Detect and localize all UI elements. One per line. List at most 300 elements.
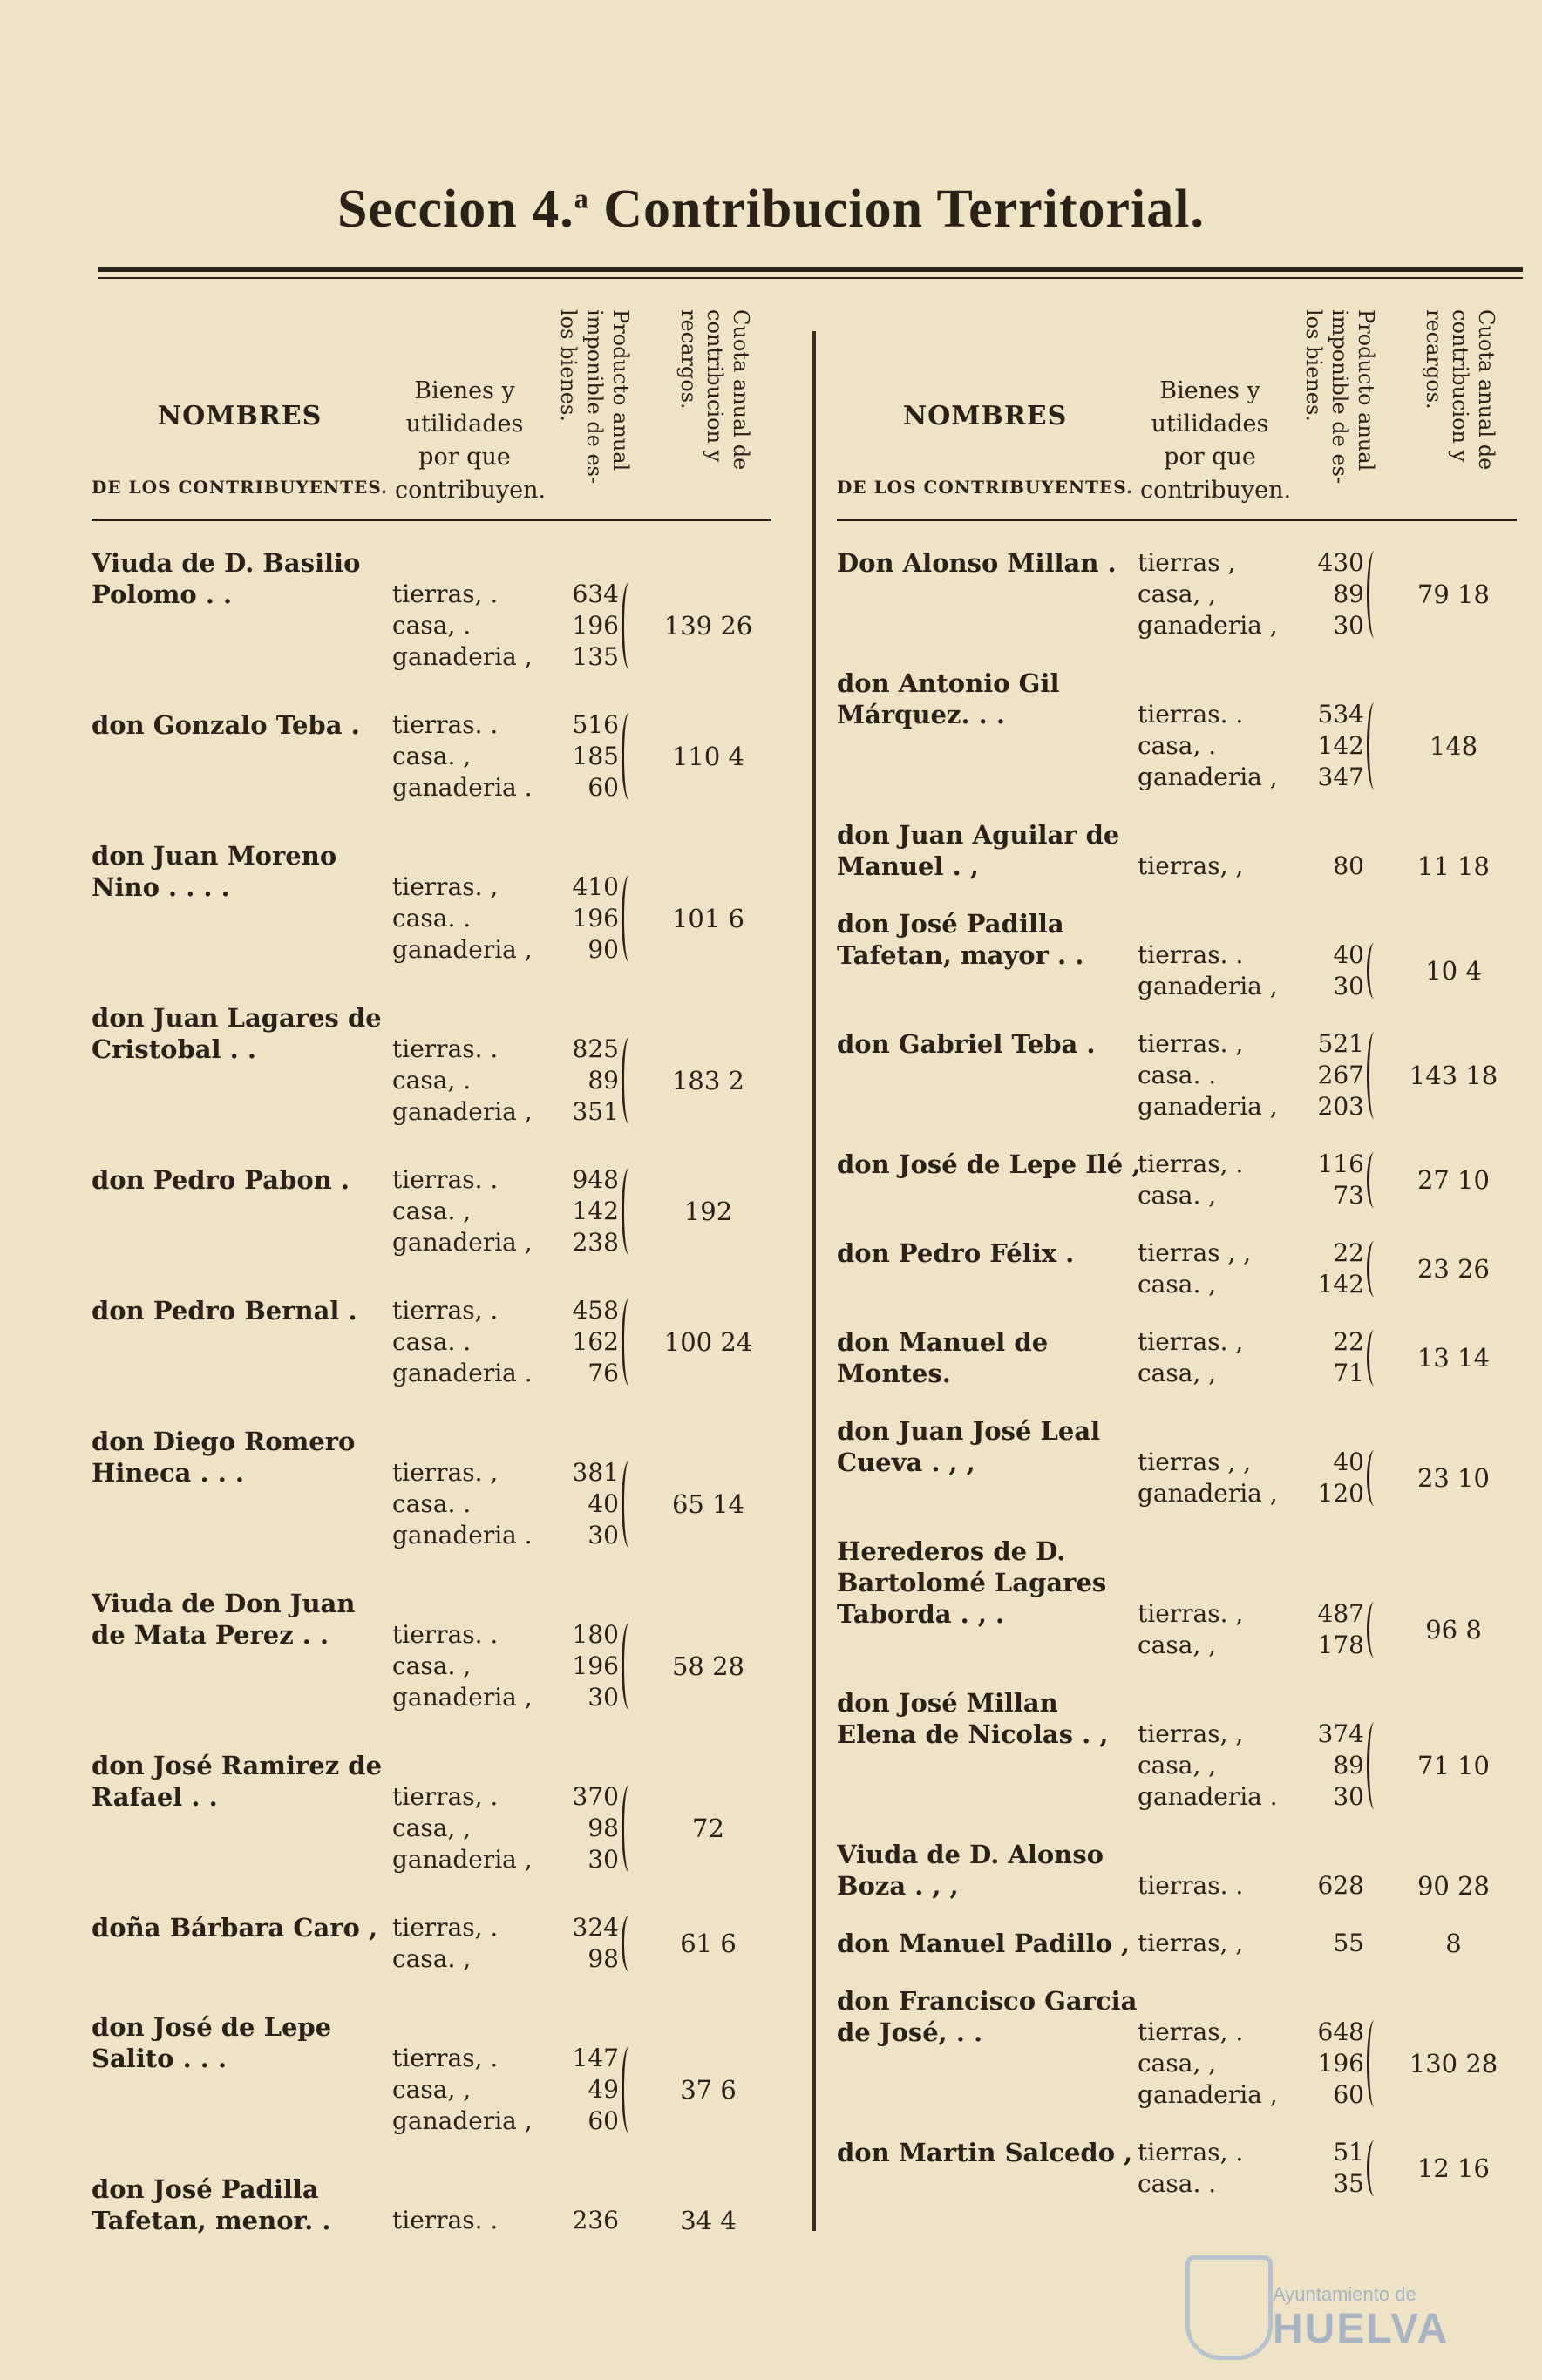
quota-value: 96 8 <box>1425 1615 1482 1644</box>
asset-list <box>1138 1237 1364 1300</box>
asset-value: 30 <box>588 1683 619 1712</box>
asset-item <box>392 1164 619 1196</box>
entry-row <box>837 1536 1517 1661</box>
asset-item <box>1138 1149 1364 1180</box>
contributor-name: don Juan Moreno Nino . . . . <box>92 841 337 902</box>
asset-item <box>1138 1447 1364 1478</box>
asset-item <box>1138 1750 1364 1781</box>
asset-label: ganaderia , <box>392 935 533 964</box>
asset-item <box>1138 1781 1364 1813</box>
asset-value: 80 <box>1333 851 1364 880</box>
asset-label: casa, , <box>1138 2049 1217 2078</box>
asset-item <box>392 709 619 741</box>
contributor-name: don Manuel de Montes. <box>837 1327 1049 1388</box>
entry-row <box>837 1928 1517 1959</box>
asset-label: tierras, , <box>1138 851 1244 880</box>
asset-item <box>392 2205 619 2236</box>
asset-value: 120 <box>1317 1479 1364 1508</box>
asset-item <box>392 1520 619 1551</box>
asset-item <box>392 1488 619 1520</box>
asset-label: casa. . <box>1138 2169 1217 2198</box>
asset-value: 374 <box>1317 1719 1364 1748</box>
asset-label: tierras , , <box>1138 1448 1252 1476</box>
asset-label: casa. . <box>392 1489 472 1518</box>
entry-row <box>837 1415 1517 1509</box>
asset-label: tierras. . <box>392 1620 499 1649</box>
right-header <box>837 283 1517 521</box>
asset-item <box>1138 939 1364 971</box>
brace <box>622 1623 636 1710</box>
contributor-name: Viuda de D. Alonso Boza . , , <box>837 1840 1104 1901</box>
asset-list <box>1138 1149 1364 1211</box>
asset-label: tierras, . <box>1138 2017 1244 2046</box>
asset-value: 628 <box>1317 1871 1364 1900</box>
asset-value: 49 <box>588 2075 619 2104</box>
brace <box>622 1037 636 1124</box>
title-rest: Contribucion Territorial. <box>588 180 1206 239</box>
asset-value: 648 <box>1317 2017 1364 2046</box>
asset-item <box>1138 2137 1364 2168</box>
asset-label: tierras. , <box>392 1458 499 1487</box>
contributor-name: don Pedro Pabon . <box>92 1165 350 1195</box>
brace <box>622 1461 636 1548</box>
asset-label: ganaderia , <box>392 2106 533 2135</box>
asset-value: 22 <box>1333 1238 1364 1267</box>
asset-item <box>1138 1870 1364 1902</box>
asset-list <box>1138 1598 1364 1661</box>
left-column <box>92 283 771 2273</box>
entry-row <box>92 1750 771 1875</box>
asset-label: tierras, . <box>392 1296 499 1325</box>
asset-item <box>392 1619 619 1651</box>
header-producto: Producto anual imponible de es- los bienes. <box>556 309 633 485</box>
asset-value: 51 <box>1333 2138 1364 2166</box>
asset-label: tierras , , <box>1138 1238 1252 1267</box>
quota-value: 13 14 <box>1416 1343 1491 1373</box>
asset-label: casa. , <box>392 1944 472 1973</box>
top-rule-thin <box>98 277 1523 279</box>
asset-item <box>392 579 619 610</box>
header-cuota: Cuota anual de contribucion y recargos. <box>1422 309 1498 471</box>
asset-list <box>392 871 619 966</box>
asset-label: casa. , <box>1138 1181 1217 1210</box>
asset-label: ganaderia , <box>1138 611 1278 640</box>
asset-list <box>1138 1447 1364 1509</box>
asset-value: 40 <box>588 1489 619 1518</box>
asset-label: tierras. . <box>1138 1871 1244 1900</box>
asset-item <box>392 610 619 641</box>
asset-value: 487 <box>1317 1599 1364 1628</box>
entry-row <box>837 1237 1517 1300</box>
asset-label: tierras. , <box>1138 1029 1244 1058</box>
entry-row <box>92 1002 771 1128</box>
asset-list <box>392 1034 619 1128</box>
asset-list <box>1138 2017 1364 2111</box>
asset-label: tierras, . <box>392 1782 499 1811</box>
asset-value: 948 <box>572 1165 619 1194</box>
quota-value: 192 <box>683 1197 733 1226</box>
asset-label: tierras. , <box>392 872 499 901</box>
entry-row <box>92 709 771 804</box>
asset-label: casa, , <box>392 1814 472 1842</box>
contributor-name: don Manuel Padillo , <box>837 1929 1131 1958</box>
asset-item <box>392 2043 619 2074</box>
asset-value: 73 <box>1333 1181 1364 1210</box>
entry-row <box>92 2173 771 2236</box>
asset-item <box>392 1781 619 1813</box>
asset-item <box>1138 1630 1364 1661</box>
brace <box>1367 1722 1382 1809</box>
quota-value: 110 4 <box>671 742 745 771</box>
asset-value: 147 <box>572 2044 619 2072</box>
quota-value: 148 <box>1429 731 1478 761</box>
quota-value: 183 2 <box>671 1066 745 1095</box>
asset-list <box>392 2043 619 2137</box>
asset-label: casa. . <box>392 1327 472 1356</box>
asset-value: 351 <box>572 1097 619 1126</box>
asset-list <box>392 2205 619 2236</box>
asset-label: ganaderia , <box>392 1683 533 1712</box>
asset-value: 60 <box>588 2106 619 2135</box>
asset-list <box>1138 851 1364 882</box>
contributor-name: don Francisco Garcia de José, . . <box>837 1986 1138 2047</box>
entry-row <box>837 1985 1517 2111</box>
asset-item <box>392 1096 619 1128</box>
contributor-name: don José Millan Elena de Nicolas . , <box>837 1688 1109 1749</box>
asset-item <box>392 1065 619 1096</box>
quota-value: 12 16 <box>1416 2153 1491 2183</box>
brace <box>1367 2020 1382 2107</box>
contributor-name: don Juan Aguilar de Manuel . , <box>837 820 1120 881</box>
asset-value: 521 <box>1317 1029 1364 1058</box>
asset-item <box>1138 1719 1364 1750</box>
header-names-sub: DE LOS CONTRIBUYENTES. <box>837 477 1133 498</box>
contributor-name: don José de Lepe Salito . . . <box>92 2012 332 2073</box>
asset-value: 135 <box>572 642 619 671</box>
asset-item <box>1138 1598 1364 1630</box>
contributor-name: Viuda de Don Juan de Mata Perez . . <box>92 1589 356 1650</box>
quota-value: 10 4 <box>1425 956 1482 986</box>
entry-row <box>837 547 1517 641</box>
asset-label: tierras. . <box>392 1165 499 1194</box>
entry-row <box>837 908 1517 1002</box>
brace <box>1367 1602 1382 1658</box>
asset-value: 370 <box>572 1782 619 1811</box>
asset-label: ganaderia , <box>1138 1479 1278 1508</box>
asset-value: 410 <box>572 872 619 901</box>
asset-value: 116 <box>1317 1149 1364 1178</box>
entry-row <box>837 1028 1517 1122</box>
asset-item <box>1138 1478 1364 1509</box>
asset-item <box>1138 1269 1364 1300</box>
asset-value: 634 <box>572 580 619 608</box>
entry-row <box>837 668 1517 793</box>
asset-value: 89 <box>1333 1751 1364 1780</box>
brace <box>1367 702 1382 790</box>
contributor-name: don José Padilla Tafetan, menor. . <box>92 2174 331 2235</box>
asset-list <box>392 1781 619 1875</box>
quota-value: 58 28 <box>671 1651 745 1681</box>
asset-label: ganaderia , <box>392 642 533 671</box>
asset-item <box>1138 610 1364 641</box>
quota-value: 71 10 <box>1416 1751 1491 1780</box>
brace <box>1367 1450 1382 1506</box>
asset-item <box>392 741 619 772</box>
asset-label: ganaderia , <box>1138 763 1278 791</box>
brace <box>1367 943 1382 999</box>
asset-value: 30 <box>588 1521 619 1549</box>
brace <box>1367 551 1382 638</box>
asset-item <box>392 1813 619 1844</box>
asset-label: ganaderia , <box>392 1845 533 1874</box>
contributor-name: don Pedro Bernal . <box>92 1296 357 1326</box>
asset-item <box>392 2105 619 2137</box>
asset-value: 30 <box>1333 1782 1364 1811</box>
asset-value: 60 <box>588 773 619 802</box>
page-title <box>0 179 1542 241</box>
asset-list <box>1138 699 1364 793</box>
asset-label: ganaderia . <box>1138 1782 1278 1811</box>
asset-label: ganaderia , <box>1138 972 1278 1000</box>
brace <box>1367 2140 1382 2196</box>
title-main: Seccion 4. <box>336 180 574 239</box>
asset-value: 236 <box>572 2206 619 2234</box>
brace <box>622 2046 636 2133</box>
quota-value: 79 18 <box>1416 580 1491 609</box>
header-names-sub: DE LOS CONTRIBUYENTES. <box>92 477 388 498</box>
asset-item <box>392 1295 619 1326</box>
asset-value: 90 <box>588 935 619 964</box>
asset-label: tierras. . <box>392 710 499 739</box>
asset-value: 196 <box>572 1651 619 1680</box>
quota-value: 23 26 <box>1416 1254 1491 1284</box>
asset-value: 203 <box>1317 1092 1364 1121</box>
asset-value: 196 <box>572 904 619 932</box>
contributor-name: doña Bárbara Caro , <box>92 1913 378 1943</box>
contributor-name: don José de Lepe Ilé , <box>837 1149 1141 1179</box>
title-sup: a <box>574 182 589 214</box>
quota-value: 90 28 <box>1416 1871 1491 1901</box>
asset-value: 142 <box>1317 731 1364 760</box>
asset-item <box>392 1358 619 1389</box>
coat-of-arms-icon <box>1185 2255 1273 2360</box>
asset-item <box>1138 971 1364 1002</box>
quota-value: 27 10 <box>1416 1165 1491 1195</box>
asset-label: casa. , <box>392 1651 472 1680</box>
brace <box>1367 1330 1382 1386</box>
asset-value: 76 <box>588 1359 619 1387</box>
asset-item <box>392 934 619 966</box>
contributor-name: Viuda de D. Basilio Polomo . . <box>92 548 361 609</box>
asset-item <box>392 1943 619 1975</box>
asset-value: 162 <box>572 1327 619 1356</box>
asset-value: 89 <box>588 1066 619 1095</box>
header-names: NOMBRES <box>902 401 1068 431</box>
contributor-name: don Gonzalo Teba . <box>92 710 360 740</box>
quota-value: 130 28 <box>1409 2049 1498 2078</box>
brace <box>1367 1241 1382 1297</box>
quota-value: 100 24 <box>663 1327 753 1357</box>
quota-value: 139 26 <box>663 611 753 641</box>
asset-label: casa. , <box>392 1197 472 1225</box>
asset-value: 55 <box>1333 1929 1364 1957</box>
asset-value: 196 <box>572 611 619 640</box>
asset-value: 430 <box>1317 548 1364 577</box>
asset-item <box>1138 2079 1364 2111</box>
contributor-name: don Diego Romero Hineca . . . <box>92 1427 356 1488</box>
asset-label: tierras, , <box>1138 1719 1244 1748</box>
asset-value: 238 <box>572 1228 619 1257</box>
asset-label: ganaderia . <box>392 773 533 802</box>
asset-item <box>392 641 619 673</box>
asset-item <box>392 1227 619 1258</box>
asset-list <box>1138 1028 1364 1122</box>
asset-label: ganaderia , <box>392 1097 533 1126</box>
asset-label: casa. , <box>392 742 472 770</box>
left-header <box>92 283 771 521</box>
asset-list <box>392 709 619 804</box>
brace <box>622 1168 636 1255</box>
asset-item <box>392 1196 619 1227</box>
brace <box>622 1785 636 1872</box>
asset-value: 267 <box>1317 1061 1364 1089</box>
quota-value: 23 10 <box>1416 1463 1491 1493</box>
asset-item <box>392 2074 619 2105</box>
asset-label: tierras, . <box>392 1913 499 1942</box>
asset-value: 142 <box>572 1197 619 1225</box>
asset-list <box>1138 1870 1364 1902</box>
asset-list <box>392 1457 619 1551</box>
column-divider <box>812 331 816 2231</box>
asset-label: casa, , <box>392 2075 472 2104</box>
entry-row <box>92 1426 771 1551</box>
asset-list <box>1138 1928 1364 1959</box>
brace <box>622 1298 636 1386</box>
asset-item <box>392 1912 619 1943</box>
asset-item <box>1138 1928 1364 1959</box>
entry-row <box>92 1295 771 1389</box>
asset-item <box>1138 1028 1364 1060</box>
brace <box>1367 1032 1382 1119</box>
asset-value: 185 <box>572 742 619 770</box>
quota-value: 11 18 <box>1416 851 1491 881</box>
asset-item <box>392 903 619 934</box>
asset-list <box>392 1295 619 1389</box>
asset-value: 35 <box>1333 2169 1364 2198</box>
asset-value: 825 <box>572 1034 619 1063</box>
asset-label: ganaderia , <box>1138 2080 1278 2109</box>
asset-label: tierras. , <box>1138 1599 1244 1628</box>
asset-item <box>1138 699 1364 730</box>
quota-value: 72 <box>692 1814 724 1843</box>
asset-label: tierras, . <box>1138 1149 1244 1178</box>
asset-value: 89 <box>1333 580 1364 608</box>
asset-item <box>1138 1060 1364 1091</box>
asset-label: tierras. . <box>1138 700 1244 729</box>
asset-label: tierras. . <box>392 1034 499 1063</box>
header-bienes: Bienes y utilidades por que contribuyen. <box>1140 377 1292 504</box>
asset-item <box>1138 2017 1364 2048</box>
asset-value: 60 <box>1333 2080 1364 2109</box>
asset-item <box>392 1457 619 1488</box>
brace <box>622 582 636 669</box>
asset-label: tierras, . <box>1138 2138 1244 2166</box>
asset-list <box>1138 939 1364 1002</box>
contributor-name: don Gabriel Teba . <box>837 1029 1096 1059</box>
brace <box>622 875 636 962</box>
asset-item <box>1138 2048 1364 2079</box>
asset-item <box>1138 2168 1364 2200</box>
asset-label: casa, . <box>392 611 472 640</box>
entry-row <box>92 1164 771 1258</box>
asset-item <box>1138 730 1364 762</box>
asset-value: 40 <box>1333 940 1364 969</box>
asset-value: 196 <box>1317 2049 1364 2078</box>
asset-item <box>1138 1326 1364 1358</box>
brace <box>622 713 636 800</box>
header-bienes: Bienes y utilidades por que contribuyen. <box>395 377 547 504</box>
asset-item <box>392 1844 619 1875</box>
right-column <box>837 283 1517 2226</box>
asset-item <box>1138 547 1364 579</box>
header-cuota: Cuota anual de contribucion y recargos. <box>676 309 753 471</box>
asset-label: casa, . <box>1138 731 1217 760</box>
asset-value: 178 <box>1317 1631 1364 1659</box>
header-producto: Producto anual imponible de es- los bienes. <box>1301 309 1378 485</box>
asset-value: 30 <box>1333 972 1364 1000</box>
asset-value: 142 <box>1317 1270 1364 1298</box>
entry-row <box>92 547 771 673</box>
top-rule-thick <box>98 267 1523 272</box>
asset-label: ganaderia . <box>392 1359 533 1387</box>
entry-row <box>92 840 771 966</box>
contributor-name: don José Ramirez de Rafael . . <box>92 1751 383 1812</box>
entry-row <box>92 1912 771 1975</box>
asset-label: casa, . <box>392 1066 472 1095</box>
asset-label: tierras, . <box>392 580 499 608</box>
left-entries <box>92 521 771 2273</box>
quota-value: 37 6 <box>680 2075 737 2105</box>
asset-value: 458 <box>572 1296 619 1325</box>
quota-value: 8 <box>1445 1929 1462 1958</box>
contributor-name: don Antonio Gil Márquez. . . <box>837 668 1060 729</box>
asset-list <box>1138 547 1364 641</box>
asset-label: tierras, , <box>1138 1929 1244 1957</box>
asset-label: casa, , <box>1138 1631 1217 1659</box>
asset-value: 22 <box>1333 1327 1364 1356</box>
entry-row <box>837 2137 1517 2200</box>
quota-value: 61 6 <box>680 1929 737 1958</box>
asset-value: 30 <box>1333 611 1364 640</box>
asset-item <box>1138 1358 1364 1389</box>
asset-label: casa. . <box>1138 1061 1217 1089</box>
asset-label: casa. , <box>1138 1270 1217 1298</box>
asset-value: 381 <box>572 1458 619 1487</box>
asset-label: tierras. . <box>1138 940 1244 969</box>
brace <box>1367 1152 1382 1208</box>
asset-list <box>392 579 619 673</box>
asset-label: tierras. . <box>392 2206 499 2234</box>
asset-label: tierras. , <box>1138 1327 1244 1356</box>
watermark-small: Ayuntamiento de <box>1273 2283 1416 2305</box>
asset-list <box>392 1619 619 1713</box>
asset-value: 534 <box>1317 700 1364 729</box>
entry-row <box>92 2011 771 2137</box>
entry-row <box>92 1588 771 1713</box>
asset-item <box>392 1326 619 1358</box>
contributor-name: Herederos de D. Bartolomé Lagares Taborda . , . <box>837 1536 1107 1629</box>
asset-item <box>1138 579 1364 610</box>
